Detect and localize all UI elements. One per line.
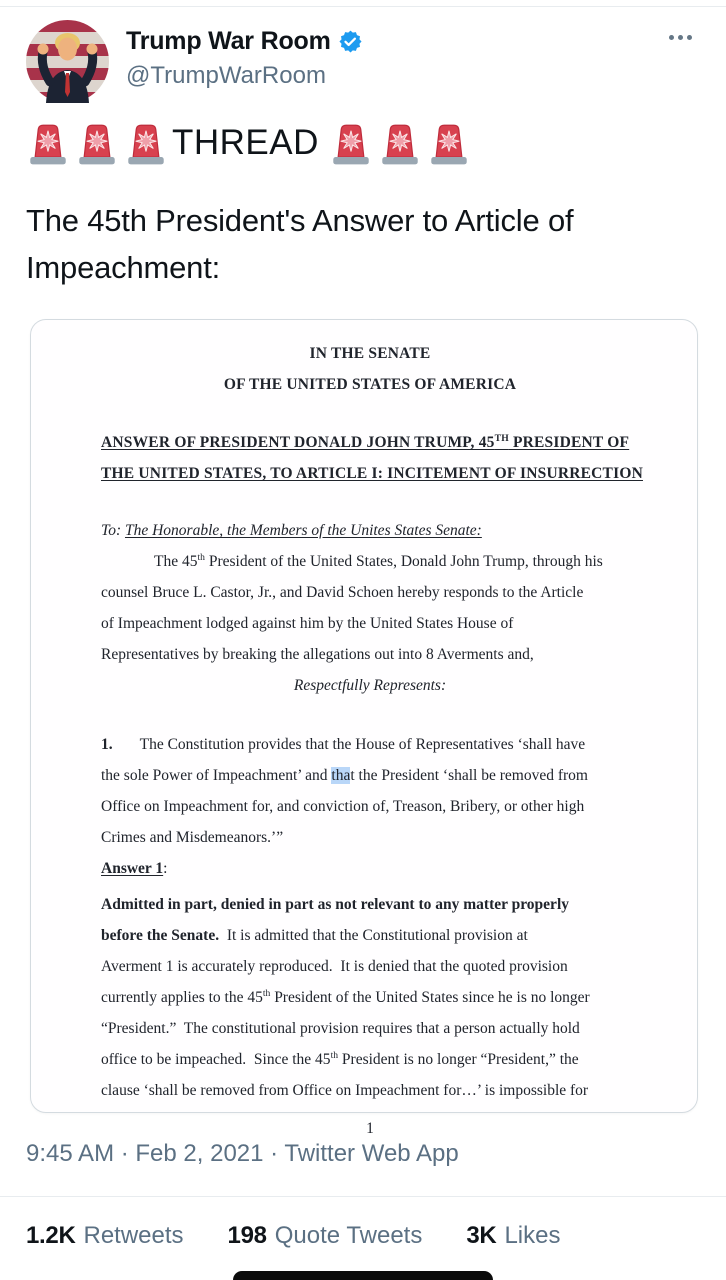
- thread-label: THREAD: [172, 123, 319, 162]
- quote-tweets-stat[interactable]: [228, 1222, 423, 1250]
- doc-represents-line: Respectfully Represents:: [293, 677, 447, 694]
- likes-count: 3K: [466, 1222, 497, 1249]
- next-media-preview[interactable]: [233, 1271, 493, 1280]
- more-dot: [687, 35, 692, 40]
- stats-divider: [0, 1196, 726, 1197]
- more-dot: [678, 35, 683, 40]
- quote-tweets-count: 198: [227, 1222, 267, 1249]
- author-block[interactable]: [126, 20, 363, 90]
- doc-paragraph-1: The 45th President of the United States, Donald John Trump, through his counsel Bruce L. Castor, Jr., and David Schoen hereby responds to the Article of Impeachment lodged against him by the United States House of Representatives by breaking the allegations out into 8 Averments and,: [101, 551, 603, 663]
- doc-answer-label: Answer 1:: [101, 860, 168, 877]
- rotating-light-emoji: [329, 120, 373, 166]
- doc-answer-1-text: Admitted in part, denied in part as not relevant to any matter properly before the Senate. It is admitted that the Constitutional provision at Averment 1 is accurately reproduced. It is denied that the quoted provision currently applies to the 45th President of the United States since he is no longer “President.” The constitutional provision requires that a person actually hold office to be impeached. Since the 45th President is no longer “President,” the clause ‘shall be removed from Office on Impeachment for…’ is impossible for: [101, 896, 590, 1099]
- tweet-timestamp: 9:45 AM · Feb 2, 2021 · Twitter Web App: [26, 1140, 459, 1167]
- rotating-light-emoji: [26, 120, 70, 166]
- doc-heading-line1: IN THE SENATE: [309, 345, 431, 362]
- likes-label: Likes: [504, 1222, 561, 1249]
- tweet-header: [0, 7, 726, 103]
- doc-salutation: To: The Honorable, the Members of the Unites States Senate:: [101, 522, 482, 539]
- rotating-light-emoji: [75, 120, 119, 166]
- rotating-light-emoji-group: [329, 120, 471, 166]
- tweet-thread-line: [0, 120, 726, 166]
- verified-badge-icon: [338, 29, 363, 54]
- tweet-body-text: The 45th President's Answer to Article of Impeachment:: [26, 203, 574, 285]
- more-dot: [669, 35, 674, 40]
- likes-stat[interactable]: [466, 1222, 560, 1250]
- doc-page-number: 1: [366, 1120, 374, 1137]
- doc-title-line1: ANSWER OF PRESIDENT DONALD JOHN TRUMP, 45TH PRESIDENT OF: [101, 432, 630, 451]
- rotating-light-emoji: [378, 120, 422, 166]
- rotating-light-emoji: [427, 120, 471, 166]
- rotating-light-emoji-group: [26, 120, 168, 166]
- retweets-label: Retweets: [83, 1222, 184, 1249]
- retweets-stat[interactable]: [26, 1222, 184, 1250]
- doc-averment-1: 1. The Constitution provides that the House of Representatives ‘shall have the sole Power of Impeachment’ and that the President ‘shall be removed from Office on Impeachment for, and conviction of, Treason, Bribery, or other high Crimes and Misdemeanors.’”: [101, 736, 588, 846]
- author-name[interactable]: Trump War Room: [126, 27, 331, 55]
- rotating-light-emoji: [124, 120, 168, 166]
- more-options-button[interactable]: [665, 31, 696, 44]
- avatar-image: [26, 20, 109, 103]
- document-image-attachment[interactable]: [30, 319, 698, 1137]
- top-divider: [0, 0, 726, 7]
- tweet-stats-row: [0, 1222, 726, 1250]
- quote-tweets-label: Quote Tweets: [274, 1222, 423, 1249]
- retweets-count: 1.2K: [26, 1222, 76, 1249]
- doc-title-line2: THE UNITED STATES, TO ARTICLE I: INCITEMENT OF INSURRECTION: [101, 465, 643, 482]
- doc-heading-line2: OF THE UNITED STATES OF AMERICA: [223, 376, 517, 393]
- author-handle: @TrumpWarRoom: [126, 62, 326, 89]
- avatar[interactable]: [26, 20, 109, 103]
